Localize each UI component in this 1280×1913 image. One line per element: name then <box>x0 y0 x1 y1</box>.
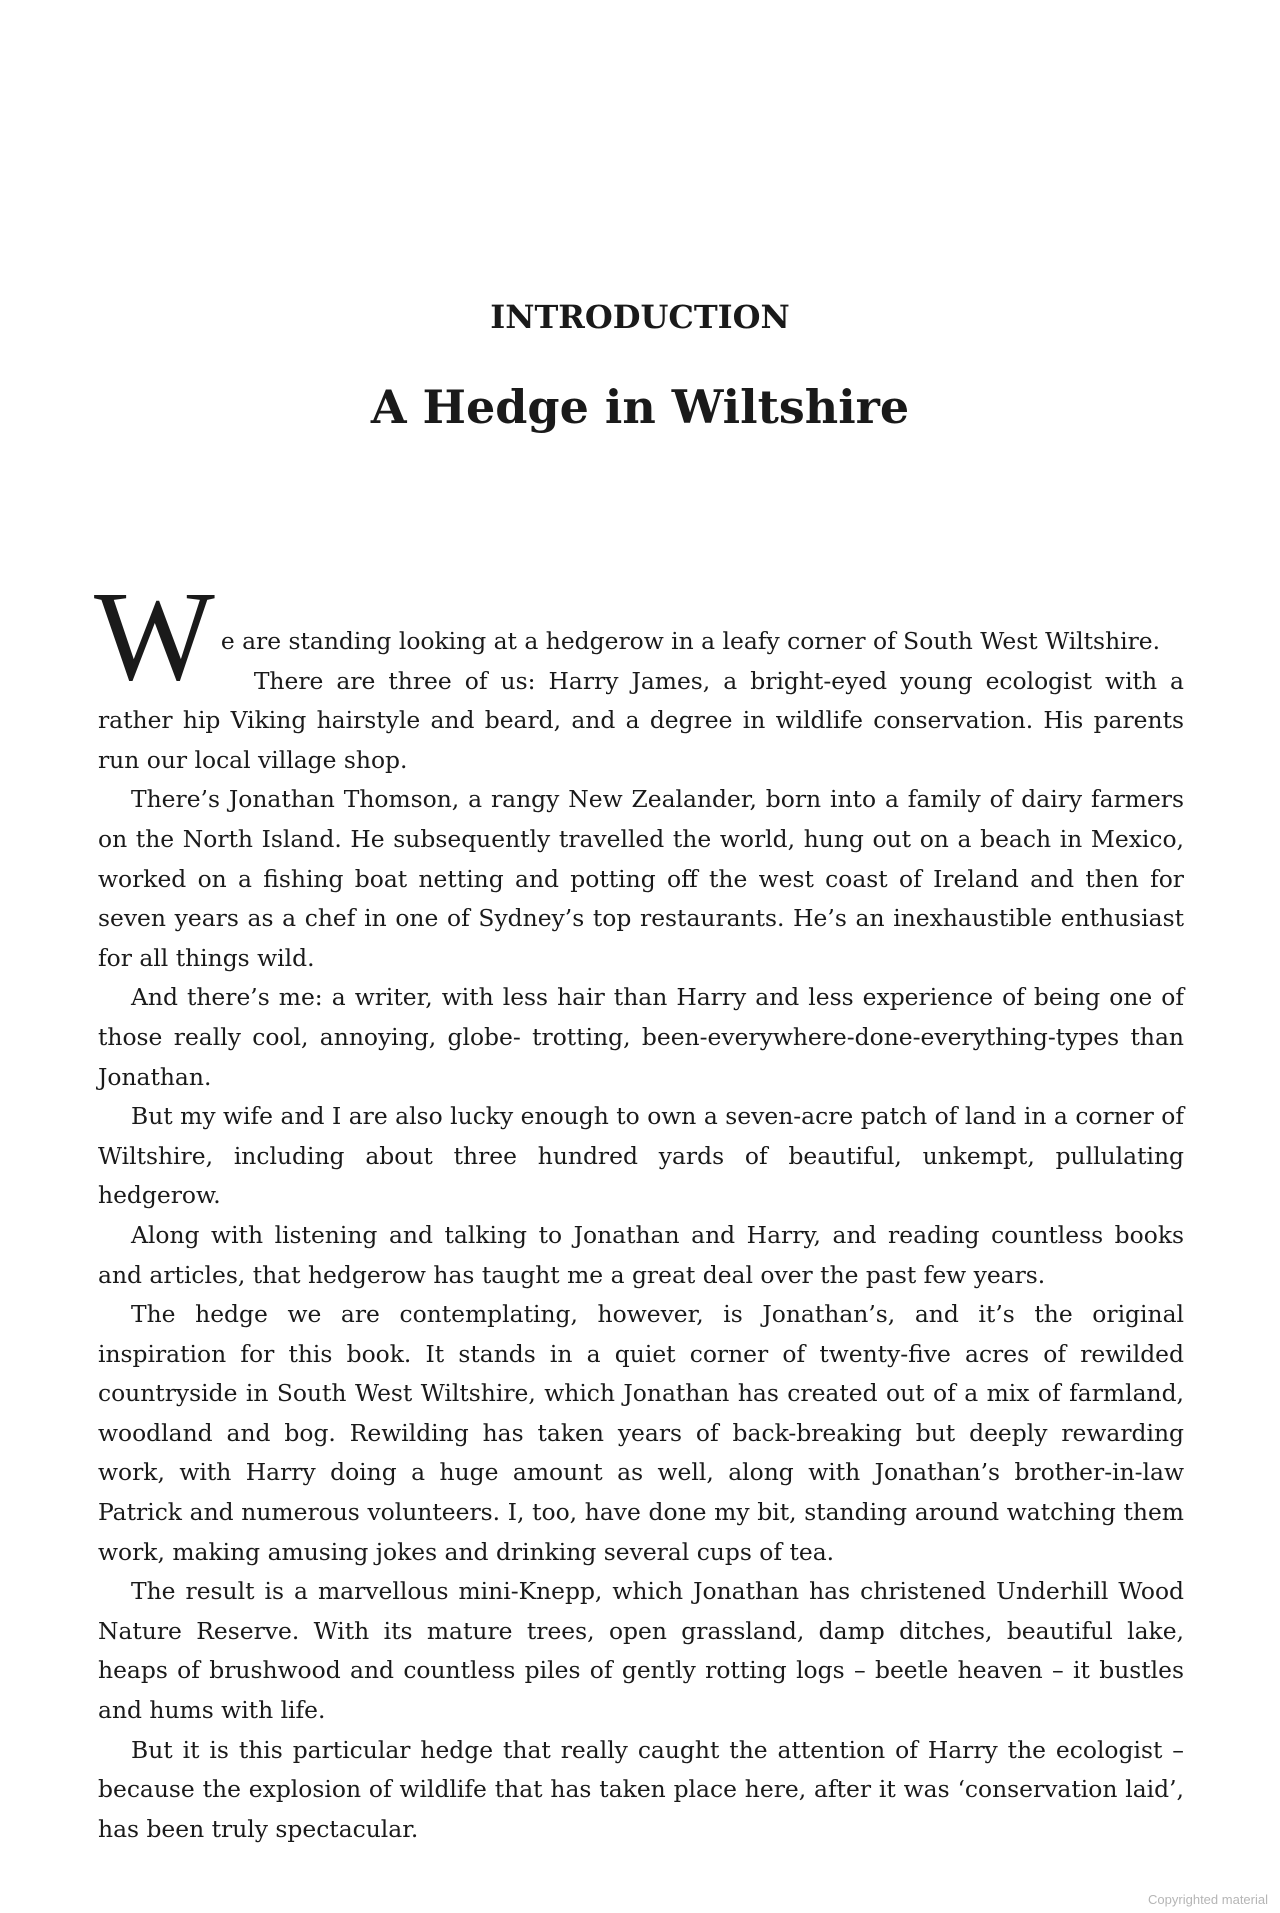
drop-cap-spacer <box>98 582 1184 622</box>
paragraph-2: There are three of us: Harry James, a bright-eyed young ecologist with a rather hip Viking hairstyle and beard, and a degree in wildlife conservation. His parents run our local village shop. <box>98 666 1184 774</box>
chapter-title: A Hedge in Wiltshire <box>370 380 910 434</box>
paragraph-1-text: e are standing looking at a hedgerow in a leafy corner of South West Wiltshire. <box>220 627 1161 655</box>
paragraph-5: But my wife and I are also lucky enough to own a seven-acre patch of land in a corner of Wiltshire, including about three hundred yards of beautiful, unkempt, pullulating hedgerow. <box>98 1102 1184 1210</box>
chapter-label: INTRODUCTION <box>490 298 790 336</box>
paragraph-6: Along with listening and talking to Jonathan and Harry, and reading countless books and articles, that hedgerow has taught me a great deal over the past few years. <box>98 1220 1184 1289</box>
paragraph-1 <box>94 565 1184 707</box>
body-text <box>94 565 1184 1849</box>
copyright-watermark: Copyrighted material <box>1148 1892 1268 1907</box>
drop-cap: W <box>94 565 215 707</box>
paragraph-8: The result is a marvellous mini-Knepp, which Jonathan has christened Underhill Wood Nature Reserve. With its mature trees, open grassland, damp ditches, beautiful lake, heaps of brushwood and countless piles of gently rotting logs – beetle heaven – it bustles and hums with life. <box>98 1577 1184 1725</box>
paragraph-7: The hedge we are contemplating, however, is Jonathan’s, and it’s the original inspiration for this book. It stands in a quiet corner of twenty-five acres of rewilded countryside in South West Wiltshire, which Jonathan has created out of a mix of farmland, woodland and bog. Rewilding has taken years of back-breaking but deeply rewarding work, with Harry doing a huge amount as well, along with Jonathan’s brother-in-law Patrick and numerous volunteers. I, too, have done my bit, standing around watching them work, making amusing jokes and drinking several cups of tea. <box>98 1300 1184 1566</box>
paragraph-3: There’s Jonathan Thomson, a rangy New Zealander, born into a family of dairy farmers on the North Island. He subsequently travelled the world, hung out on a beach in Mexico, worked on a fishing boat netting and potting off the west coast of Ireland and then for seven years as a chef in one of Sydney’s top restaurants. He’s an inexhaustible enthusiast for all things wild. <box>98 785 1184 972</box>
paragraph-4: And there’s me: a writer, with less hair than Harry and less experience of being one of those really cool, annoying, globe- trotting, been-everywhere-done-everything-types than Jonathan. <box>98 983 1184 1091</box>
paragraph-9: But it is this particular hedge that really caught the attention of Harry the ecologist – because the explosion of wildlife that has taken place here, after it was ‘conservation laid’, has been truly spectacular. <box>98 1735 1184 1843</box>
